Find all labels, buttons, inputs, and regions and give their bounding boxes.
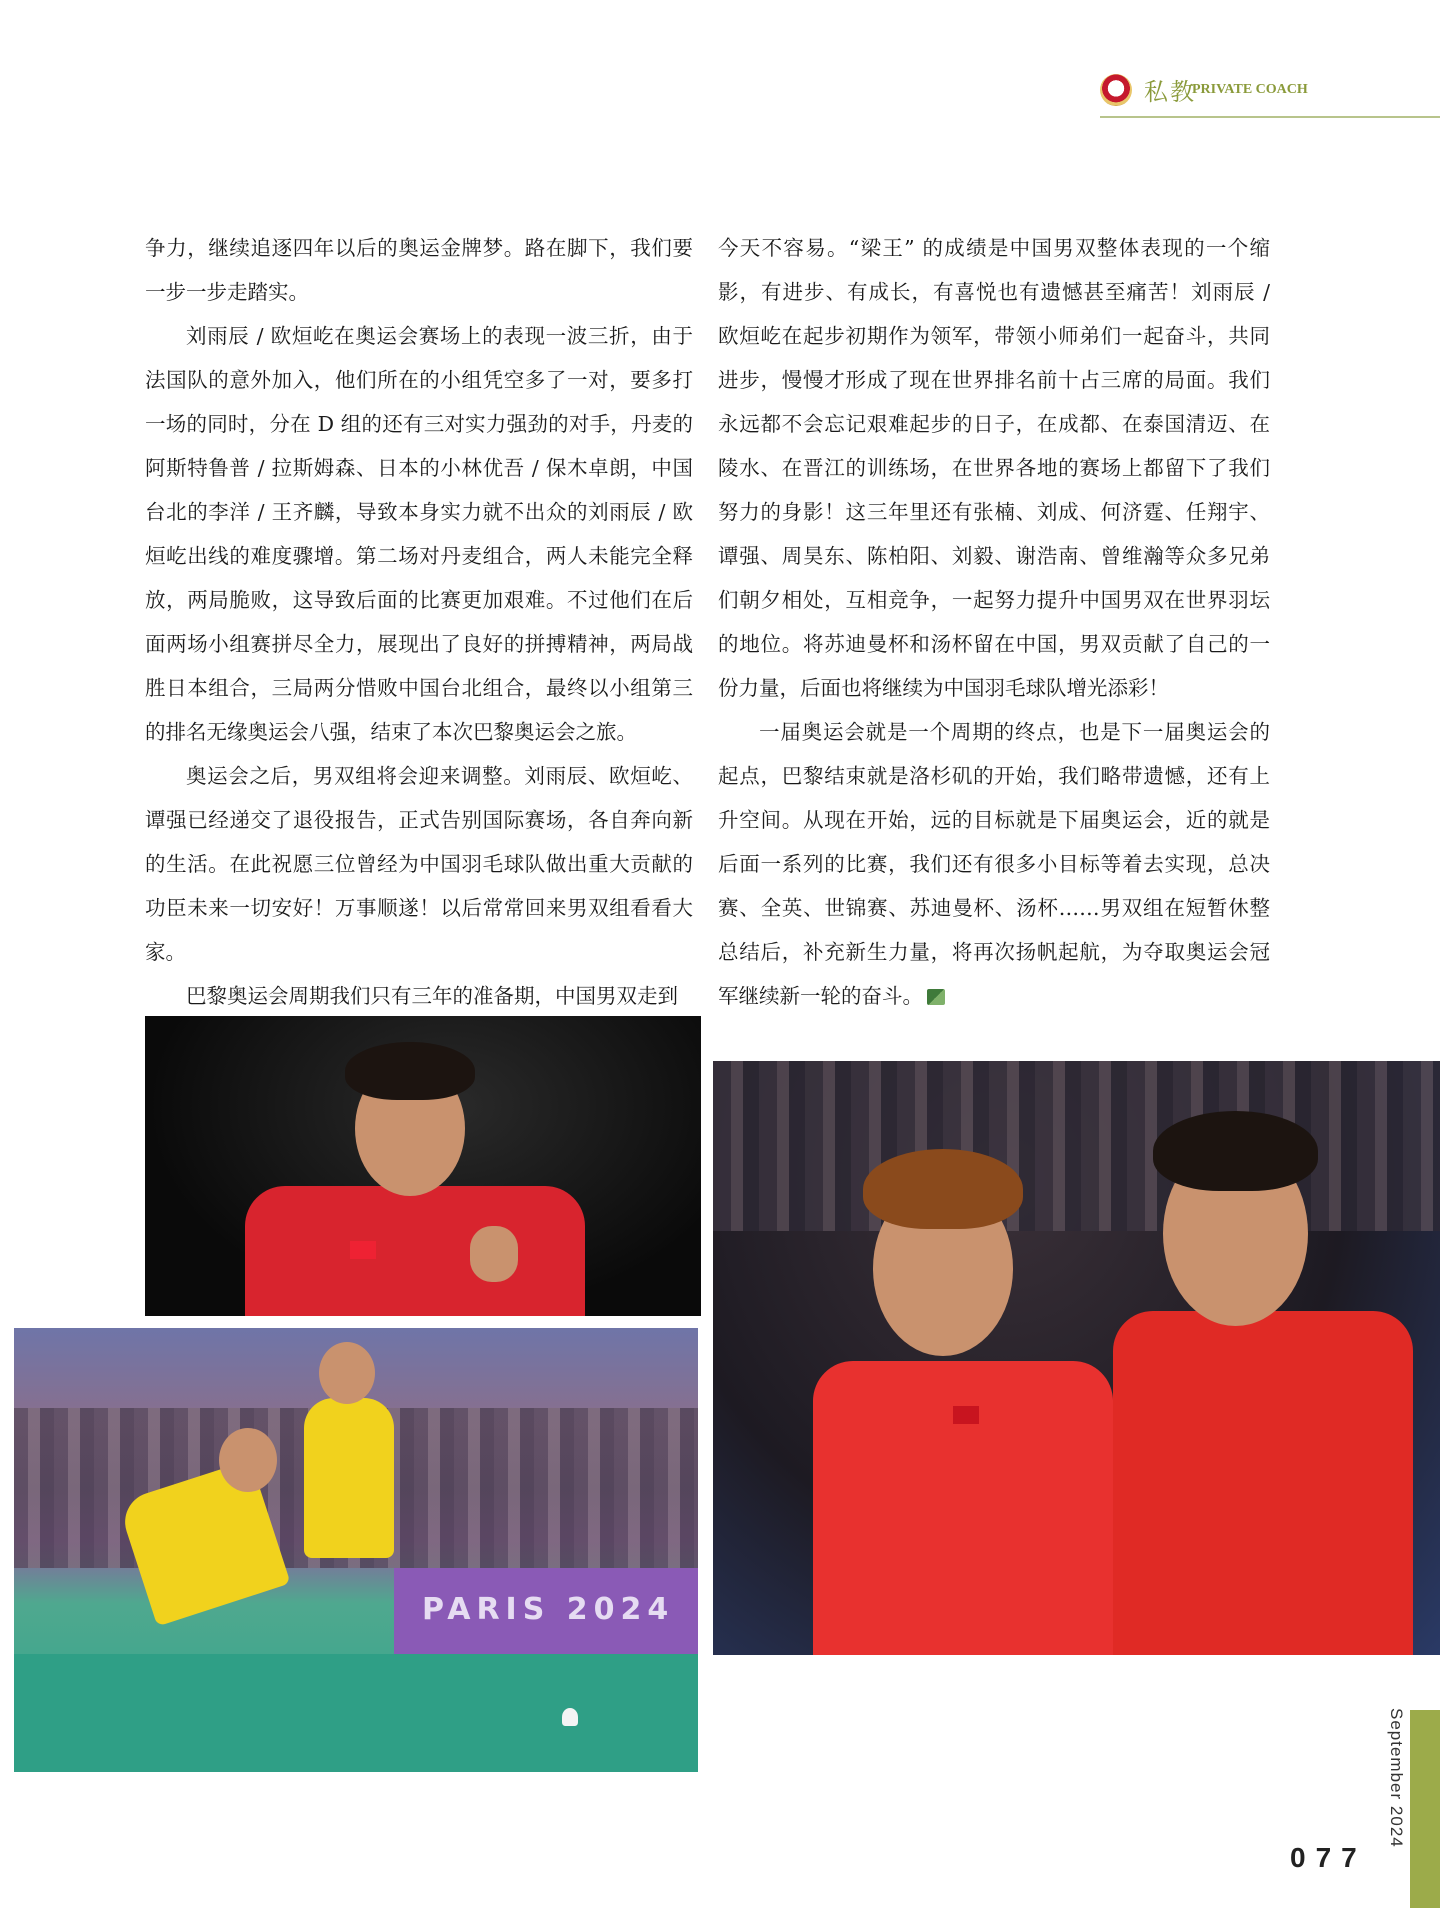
- photo-players-discussing: [713, 1061, 1440, 1655]
- page-header: [1100, 70, 1440, 120]
- shuttlecock-icon: [562, 1708, 578, 1726]
- paragraph: 今天不容易。“梁王” 的成绩是中国男双整体表现的一个缩影，有进步、有成长，有喜悦也有遗憾甚至痛苦！刘雨辰 / 欧烜屹在起步初期作为领军，带领小师弟们一起奋斗，共同进步，慢慢才形成了现在世界排名前十占三席的局面。我们永远都不会忘记艰难起步的日子，在成都、在泰国清迈、在陵水、在晋江的训练场，在世界各地的赛场上都留下了我们努力的身影！这三年里还有张楠、刘成、何济霆、任翔宇、谭强、周昊东、陈柏阳、刘毅、谢浩南、曾维瀚等众多兄弟们朝夕相处，互相竞争，一起努力提升中国男双在世界羽坛的地位。将苏迪曼杯和汤杯留在中国，男双贡献了自己的一份力量，后面也将继续为中国羽毛球队增光添彩！: [718, 236, 1270, 700]
- paragraph: 巴黎奥运会周期我们只有三年的准备期，中国男双走到: [186, 984, 678, 1008]
- paragraph: 刘雨辰 / 欧烜屹在奥运会赛场上的表现一波三折，由于法国队的意外加入，他们所在的小组凭空多了一对，要多打一场的同时，分在 D 组的还有三对实力强劲的对手，丹麦的阿斯特鲁普 / 拉斯姆森、日本的小林优吾 / 保木卓朗，中国台北的李洋 / 王齐麟，导致本身实力就不出众的刘雨辰 / 欧烜屹出线的难度骤增。第二场对丹麦组合，两人未能完全释放，两局脆败，这导致后面的比赛更加艰难。不过他们在后面两场小组赛拼尽全力，展现出了良好的拼搏精神，两局战胜日本组合，三局两分惜败中国台北组合，最终以小组第三的排名无缘奥运会八强，结束了本次巴黎奥运会之旅。: [145, 324, 693, 744]
- photo-doubles-match: [14, 1328, 698, 1772]
- flag-patch: [350, 1241, 376, 1259]
- section-title: 私教: [1144, 78, 1196, 106]
- issue-date: [1376, 1708, 1406, 1868]
- photo-player-celebrating: [145, 1016, 701, 1316]
- issue-month: September: [1387, 1708, 1406, 1801]
- court-floor: [14, 1654, 698, 1772]
- paragraph: 争力，继续追逐四年以后的奥运金牌梦。路在脚下，我们要一步一步走踏实。: [145, 236, 693, 304]
- player-hair: [1153, 1111, 1318, 1191]
- player-jersey: [304, 1398, 394, 1558]
- player-hair: [863, 1149, 1023, 1229]
- flag-patch: [953, 1406, 979, 1424]
- paragraph-text: 一届奥运会就是一个周期的终点，也是下一届奥运会的起点，巴黎结束就是洛杉矶的开始，我们略带遗憾，还有上升空间。从现在开始，远的目标就是下届奥运会，近的就是后面一系列的比赛，我们还有很多小目标等着去实现，总决赛、全英、世锦赛、苏迪曼杯、汤杯……男双组在短暂休整总结后，补充新生力量，将再次扬帆起航，为夺取奥运会冠军继续新一轮的奋斗。: [718, 720, 1270, 1008]
- player-head: [219, 1428, 277, 1492]
- side-tab: [1410, 1710, 1440, 1908]
- crowd: [713, 1061, 1440, 1231]
- player-head: [319, 1342, 375, 1404]
- paragraph-final: [718, 710, 1270, 1018]
- player-jersey: [245, 1186, 585, 1316]
- article-left-column: [145, 226, 693, 1018]
- player-hair: [345, 1042, 475, 1100]
- banner-text: PARIS 2024: [422, 1592, 675, 1627]
- club-logo-icon: [1100, 74, 1132, 106]
- paragraph: 奥运会之后，男双组将会迎来调整。刘雨辰、欧烜屹、谭强已经递交了退役报告，正式告别国际赛场，各自奔向新的生活。在此祝愿三位曾经为中国羽毛球队做出重大贡献的功臣未来一切安好！万事顺遂！以后常常回来男双组看看大家。: [145, 764, 693, 964]
- player-fist: [470, 1226, 518, 1282]
- player-jersey: [1113, 1311, 1413, 1655]
- article-right-column: [718, 226, 1270, 1018]
- article-end-icon: [927, 989, 945, 1005]
- issue-year: 2024: [1387, 1805, 1406, 1848]
- section-subtitle: PRIVATE COACH: [1192, 82, 1308, 97]
- header-divider: [1100, 116, 1440, 118]
- page-number: 077: [1290, 1842, 1367, 1873]
- event-banner: [394, 1568, 698, 1654]
